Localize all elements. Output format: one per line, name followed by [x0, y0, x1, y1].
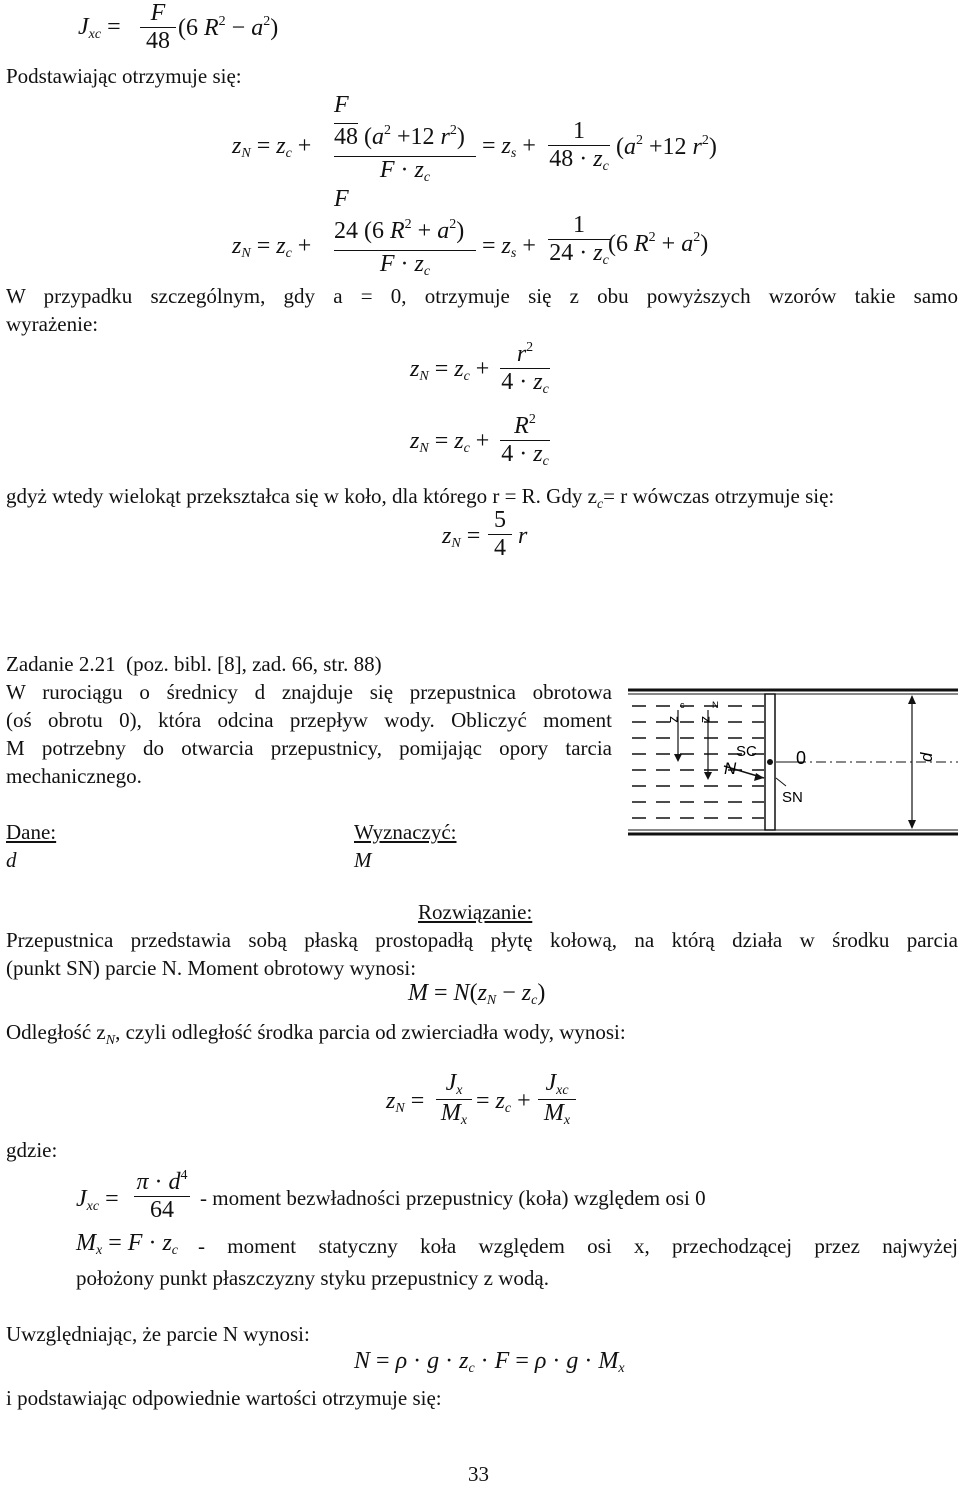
- formula-jxc-frac: $\pi \cdot d^4$ 64: [134, 1168, 190, 1224]
- formula-zn-5-4-r: r: [518, 523, 528, 549]
- formula-jxc-top-paren: (6 $R^2 - a^2$): [178, 14, 279, 41]
- formula-zn-1-mid: = $z_s$ +: [482, 133, 536, 161]
- formula-zn-1-paren: ($a^2 +12$ $r^2$): [616, 133, 717, 160]
- page-number: 33: [468, 1462, 489, 1486]
- text-odleglosc: Odległość $z_N$, czyli odległość środka parcia od zwierciadła wody, wynosi:: [6, 1020, 626, 1049]
- fig-label-zc-sub: c: [680, 700, 685, 710]
- fig-label-n: N: [724, 759, 737, 778]
- formula-zn-1-lhs: $z_N = z_c$ +: [232, 133, 312, 161]
- formula-jxc-top-frac: F 48: [140, 0, 176, 55]
- dane-value: d: [6, 848, 17, 872]
- wyznaczyc-label: Wyznaczyć:: [354, 820, 457, 844]
- formula-zn-r: $z_N = z_c$ +: [410, 356, 490, 384]
- text-uwzgledniajac: Uwzględniając, że parcie N wynosi:: [6, 1322, 310, 1346]
- solution-line-2: (punkt SN) parcie N. Moment obrotowy wynosi:: [6, 956, 417, 980]
- text-przypadek-2: wyrażenie:: [6, 312, 99, 336]
- formula-zn-5-4-frac: 5 4: [488, 507, 512, 562]
- mx-description-1: - moment statyczny koła względem osi x, przechodzącej przez najwyżej: [198, 1234, 958, 1258]
- fig-label-zn: z: [699, 716, 715, 723]
- formula-mx: $M_x = F \cdot z_c$: [76, 1230, 178, 1258]
- text-podstawiajac-2: i podstawiając odpowiednie wartości otrzymuje się:: [6, 1386, 442, 1410]
- fig-label-sc: SC: [736, 743, 757, 760]
- text-gdyz-main: gdyż wtedy wielokąt przekształca się w koło, dla którego r = R. Gdy z: [6, 484, 597, 508]
- fig-label-sn: SN: [782, 789, 803, 806]
- text-gdzie: gdzie:: [6, 1138, 58, 1162]
- wyznaczyc-value: M: [354, 848, 372, 872]
- text-gdyz-tail: = r wówczas otrzymuje się:: [603, 484, 835, 508]
- text-gdyz: gdyż wtedy wielokąt przekształca się w koło, dla którego r = R. Gdy $z_c= r$ wówczas otrzymuje się:: [6, 484, 835, 513]
- formula-zn-2-frac: F 24 (6 $R^2 + a^2$) $F \cdot z_c$: [334, 186, 476, 280]
- formula-zn-r-frac: $r^2$ $4 \cdot z_c$: [501, 340, 549, 397]
- task-line-1: W rurociągu o średnicy d znajduje się przepustnica obrotowa: [6, 680, 612, 704]
- mx-description-2: położony punkt płaszczyzny styku przepustnicy z wodą.: [76, 1266, 549, 1290]
- formula-zn-2-frac2: 1 $24 \cdot z_c$: [549, 212, 609, 268]
- task-line-3: M potrzebny do otwarcia przepustnicy, pomijając opory tarcia: [6, 736, 612, 760]
- fig-label-zc: z: [667, 716, 683, 723]
- formula-moment: $M = N(z_N - z_c)$: [408, 980, 546, 1008]
- dane-label: Dane:: [6, 820, 57, 844]
- formula-zn-1-frac: F 48 ($a^2 +12$ $r^2$) $F \cdot z_c$: [334, 92, 476, 186]
- formula-zn-R: $z_N = z_c$ +: [410, 428, 490, 456]
- formula-zn-1-frac2: 1 $48 \cdot z_c$: [549, 118, 609, 174]
- formula-zn-jx: $z_N$ =: [386, 1088, 425, 1116]
- fig-label-d: d: [917, 752, 936, 762]
- text-odleglosc-tail: , czyli odległość środka parcia od zwierciadła wody, wynosi:: [115, 1020, 626, 1044]
- zadanie-title: Zadanie 2.21: [6, 652, 116, 676]
- solution-line-1: Przepustnica przedstawia sobą płaską prostopadłą płytę kołową, na którą działa w środku parcia: [6, 928, 958, 952]
- text-odleglosc-main: Odległość z: [6, 1020, 106, 1044]
- fig-label-zn-sub: N: [712, 700, 719, 710]
- pipe-figure: [628, 682, 958, 842]
- zadanie-ref: (poz. bibl. [8], zad. 66, str. 88): [126, 652, 382, 676]
- formula-zn-5-4: $z_N$ =: [442, 523, 481, 551]
- text-przypadek-1: W przypadku szczególnym, gdy a = 0, otrzymuje się z obu powyższych wzorów takie samo: [6, 284, 958, 308]
- formula-zn-2-mid: = $z_s$ +: [482, 233, 536, 261]
- formula-zn-jx-mid: = $z_c$ +: [476, 1088, 531, 1116]
- rozwiazanie-heading: Rozwiązanie:: [418, 900, 533, 924]
- zadanie-heading: [6, 650, 382, 678]
- formula-n: $N = \rho \cdot g \cdot z_c \cdot F = \rho \cdot g \cdot M_x$: [354, 1348, 625, 1376]
- formula-zn-2-lhs: $z_N = z_c$ +: [232, 233, 312, 261]
- formula-jxc-top: $J_{xc}$ =: [78, 14, 121, 42]
- text-podstawiajac: Podstawiając otrzymuje się:: [6, 64, 242, 88]
- fig-label-0: 0: [796, 748, 807, 768]
- task-line-2: (oś obrotu 0), która odcina przepływ wody. Obliczyć moment: [6, 708, 612, 732]
- formula-zn-2-paren: (6 $R^2 + a^2$): [608, 230, 709, 257]
- formula-zn-jx-frac2: $J_{xc}$ $M_x$: [538, 1070, 576, 1129]
- formula-zn-R-frac: $R^2$ $4 \cdot z_c$: [501, 412, 549, 469]
- jxc-description: - moment bezwładności przepustnicy (koła) względem osi 0: [200, 1186, 706, 1210]
- formula-zn-jx-frac1: $J_x$ $M_x$: [436, 1070, 472, 1129]
- task-line-4: mechanicznego.: [6, 764, 142, 788]
- formula-jxc: $J_{xc}$ =: [76, 1186, 119, 1214]
